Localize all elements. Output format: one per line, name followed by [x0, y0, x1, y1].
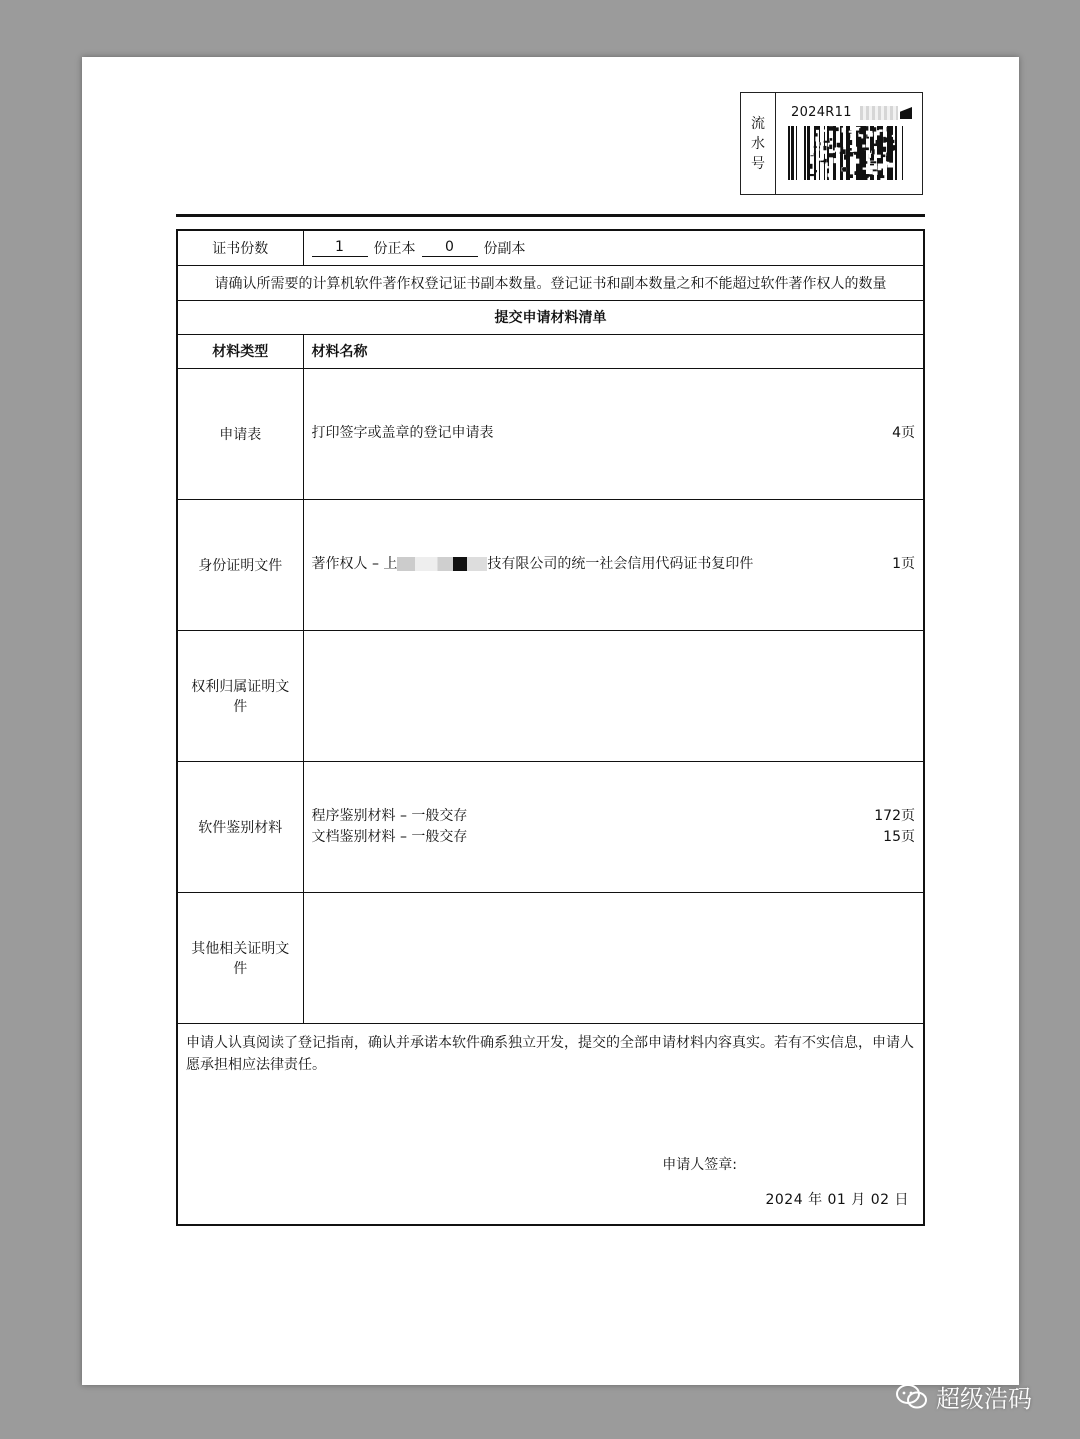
material-pages: 15页 — [883, 828, 915, 845]
serial-number-box — [740, 92, 923, 195]
serial-label-char: 号 — [751, 155, 765, 172]
notice-text: 请确认所需要的计算机软件著作权登记证书副本数量。登记证书和副本数量之和不能超过软件著作权人的数量 — [177, 265, 924, 300]
material-empty-cell — [303, 892, 924, 1023]
material-type: 申请表 — [177, 368, 303, 499]
redaction-mark — [397, 557, 487, 571]
redaction-mark — [860, 106, 898, 120]
material-pages: 172页 — [874, 807, 915, 824]
statement-row — [177, 1023, 924, 1225]
watermark-text: 超级浩码 — [936, 1385, 1032, 1413]
material-name: 程序鉴别材料 – 一般交存 — [311, 807, 468, 824]
redaction-mark — [900, 107, 912, 119]
material-type: 软件鉴别材料 — [177, 761, 303, 892]
material-type: 其他相关证明文件 — [177, 892, 303, 1023]
serial-label-char: 水 — [751, 135, 765, 152]
material-name: 文档鉴别材料 – 一般交存 — [311, 828, 468, 845]
applicant-statement: 申请人认真阅读了登记指南，确认并承诺本软件确系独立开发，提交的全部申请材料内容真实。若有不实信息，申请人愿承担相应法律责任。 — [186, 1034, 914, 1073]
material-type: 权利归属证明文件 — [177, 630, 303, 761]
document-page — [82, 57, 1019, 1385]
serial-label-char: 流 — [751, 115, 765, 132]
serial-label — [741, 93, 776, 194]
material-item — [312, 806, 916, 827]
table-row — [177, 630, 924, 761]
original-unit: 份正本 — [373, 240, 416, 257]
barcode-icon — [788, 126, 914, 180]
wechat-icon — [896, 1384, 928, 1410]
header-rule — [176, 214, 925, 217]
material-item — [312, 423, 916, 444]
material-type: 身份证明文件 — [177, 499, 303, 630]
table-row — [177, 499, 924, 630]
material-empty-cell — [303, 630, 924, 761]
material-name-prefix: 著作权人 – 上 — [311, 556, 398, 572]
material-item — [312, 554, 916, 575]
duplicate-count: 0 — [422, 238, 478, 257]
table-row — [177, 892, 924, 1023]
copies-row — [177, 230, 924, 265]
watermark — [896, 1379, 1032, 1414]
header-name: 材料名称 — [303, 334, 924, 368]
material-item — [312, 827, 916, 848]
signature-date: 2024 年 01 月 02 日 — [765, 1192, 909, 1208]
material-name — [312, 554, 754, 575]
table-row — [177, 368, 924, 499]
signature-label: 申请人签章: — [662, 1157, 737, 1173]
material-name: 打印签字或盖章的登记申请表 — [311, 425, 494, 441]
checklist-title-row — [177, 300, 924, 334]
notice-row — [177, 265, 924, 300]
material-name-suffix: 技有限公司的统一社会信用代码证书复印件 — [487, 556, 754, 572]
copies-label: 证书份数 — [177, 230, 303, 265]
table-row — [177, 761, 924, 892]
serial-number: 2024R11 — [791, 105, 852, 120]
material-pages: 4页 — [892, 425, 915, 441]
header-row — [177, 334, 924, 368]
header-type: 材料类型 — [177, 334, 303, 368]
duplicate-unit: 份副本 — [483, 240, 526, 257]
application-checklist-table — [176, 229, 925, 1226]
material-pages: 1页 — [892, 556, 915, 572]
checklist-title: 提交申请材料清单 — [177, 300, 924, 334]
original-count: 1 — [312, 238, 368, 257]
